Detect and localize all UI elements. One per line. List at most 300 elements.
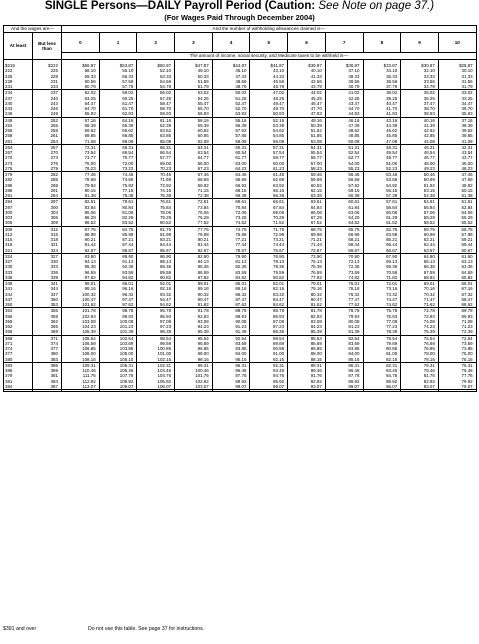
table-value: 70.46 [159, 172, 172, 177]
table-value: 270 [50, 150, 58, 155]
table-value: 79.92 [84, 182, 96, 188]
table-value: 56.02 [159, 90, 172, 96]
table-value: 63.25 [84, 95, 96, 101]
row-group [4, 144, 477, 171]
row-group [4, 226, 477, 253]
table-value: 95.93 [159, 313, 172, 319]
table-value: 37.16 [461, 117, 473, 123]
tax-cell [250, 362, 288, 389]
tax-cell [62, 90, 100, 117]
table-value: 73.21 [273, 237, 285, 242]
table-value: 90.08 [235, 318, 247, 324]
table-value: 276 [5, 165, 13, 171]
table-value: 80.52 [159, 220, 172, 226]
table-value: 85.06 [84, 209, 96, 215]
table-value: 57.00 [310, 160, 322, 166]
table-value: 75.39 [423, 329, 435, 335]
table-value: 68.82 [423, 274, 435, 280]
row-group [4, 60, 477, 90]
table-value: 104.76 [157, 373, 172, 379]
tax-cell [99, 144, 137, 171]
table-value: 102.93 [82, 313, 96, 319]
table-value: 38.39 [461, 122, 473, 128]
but-less-cell [33, 362, 62, 389]
table-value: 51.85 [310, 133, 322, 139]
table-value: 108.00 [82, 351, 96, 357]
table-value: 65.93 [84, 111, 96, 117]
table-value: 252 [50, 117, 58, 123]
footer-wage-limit: $391 and over [3, 626, 37, 632]
table-value: 315 [50, 231, 58, 237]
table-value: 43.77 [461, 155, 473, 161]
table-value: 48.25 [273, 95, 285, 101]
tax-cell [175, 362, 213, 389]
table-value: 77.62 [348, 302, 360, 307]
table-value: 73.84 [197, 204, 209, 210]
table-value: 61.16 [159, 117, 172, 123]
table-value: 377 [5, 351, 13, 357]
table-value: 60.67 [461, 247, 473, 253]
table-value: 99.07 [235, 383, 247, 389]
table-value: 300 [50, 204, 58, 210]
table-value: 237 [5, 95, 13, 101]
table-value: 78.54 [386, 335, 398, 341]
tax-cell [363, 308, 401, 335]
tax-cell [62, 226, 100, 253]
tax-cell [363, 335, 401, 362]
table-value: 60.62 [197, 128, 209, 133]
tax-cell [325, 362, 363, 389]
table-value: 86.29 [84, 215, 96, 220]
table-value: 82.16 [273, 286, 285, 292]
tax-cell [363, 60, 401, 90]
table-value: 294 [5, 199, 13, 205]
table-value: 66.54 [159, 150, 172, 155]
table-value: 42.25 [348, 95, 360, 101]
table-value: 52.16 [273, 117, 285, 123]
table-value: 66.00 [197, 160, 209, 166]
table-value: 44.33 [273, 73, 285, 79]
table-value: 49.54 [386, 150, 398, 155]
table-value: 270 [5, 155, 13, 161]
table-value: 88.00 [310, 351, 322, 357]
table-value: 70.29 [273, 215, 285, 220]
table-value: 89.07 [348, 383, 360, 389]
table-value: 93.46 [273, 368, 285, 373]
table-value: 94.76 [273, 373, 285, 379]
table-value: 87.76 [348, 373, 360, 379]
table-value: 57.98 [461, 231, 473, 237]
table-value: 45.62 [386, 128, 398, 133]
table-value: 55.47 [197, 100, 209, 106]
at-least-cell [4, 199, 33, 226]
tax-cell [137, 60, 175, 90]
table-value: 84.23 [310, 324, 322, 329]
table-value: 66.92 [235, 182, 247, 188]
table-value: 58.10 [84, 68, 96, 74]
tax-cell [438, 253, 476, 280]
table-value: 70.16 [423, 286, 435, 292]
table-value: 81.13 [235, 259, 247, 264]
tax-cell [288, 172, 326, 199]
table-value: 58.29 [423, 215, 435, 220]
table-value: 100.47 [82, 296, 96, 302]
table-value: 62.02 [84, 90, 96, 96]
table-value: 282 [50, 172, 58, 177]
table-value: 65.75 [348, 226, 360, 232]
withholding-table [3, 25, 477, 392]
col-allowance-1: 1 [99, 33, 137, 53]
table-value: 34.47 [461, 100, 473, 106]
table-value: 48.85 [348, 133, 360, 139]
table-value: 318 [50, 237, 58, 242]
table-value: 53.15 [423, 187, 435, 193]
table-value: 64.23 [235, 165, 247, 171]
tax-cell [99, 253, 137, 280]
table-value: 74.62 [386, 302, 398, 307]
table-value: 66.31 [159, 144, 172, 150]
table-value: 339 [5, 281, 13, 286]
table-value: 222 [5, 68, 13, 74]
table-value: 93.07 [310, 383, 322, 389]
table-value: 246 [5, 111, 13, 117]
table-value: 44.70 [348, 106, 360, 111]
table-value: 273 [5, 160, 13, 166]
table-value: 380 [5, 356, 13, 362]
tax-cell [288, 253, 326, 280]
table-value: 40.16 [423, 117, 435, 123]
tax-cell [401, 362, 439, 389]
table-value: 234 [50, 84, 58, 89]
table-value: 43.79 [310, 84, 322, 89]
table-value: 47.69 [461, 177, 473, 183]
table-value: 61.90 [461, 253, 473, 259]
table-value: 276 [50, 160, 58, 166]
table-value: 103.85 [119, 346, 134, 351]
table-value: 279 [50, 165, 58, 171]
tax-cell [250, 308, 288, 335]
table-value: 61.84 [348, 204, 360, 210]
tax-cell [250, 117, 288, 144]
table-value: 294 [50, 193, 58, 198]
table-value: 60.00 [273, 160, 285, 166]
table-value: 87.82 [197, 274, 209, 280]
table-value: 39.56 [348, 78, 360, 84]
table-value: 374 [50, 340, 58, 346]
table-value: 333 [5, 269, 13, 275]
but-less-cell [33, 117, 62, 144]
at-least-cell [4, 226, 33, 253]
table-value: 75.93 [386, 313, 398, 319]
table-value: 68.47 [461, 296, 473, 302]
table-value: 35.02 [423, 90, 435, 96]
table-value: 33.25 [461, 95, 473, 101]
table-value: 110.46 [82, 368, 96, 373]
table-value: 88.13 [159, 259, 172, 264]
table-value: 57.61 [386, 199, 398, 205]
table-value: 31.33 [461, 73, 473, 79]
table-value: 77.82 [310, 274, 322, 280]
table-value: 66.38 [273, 193, 285, 198]
table-value: 83.32 [273, 291, 285, 297]
table-value: 58.84 [386, 204, 398, 210]
table-value: 105.39 [82, 329, 96, 335]
table-value: 330 [5, 264, 13, 270]
table-value: 81.75 [159, 226, 172, 232]
table-value: 80.47 [310, 296, 322, 302]
tax-cell [438, 172, 476, 199]
table-value: 45.31 [423, 144, 435, 150]
tax-cell [212, 60, 250, 90]
table-value: 103.07 [195, 383, 209, 389]
tax-cell [175, 226, 213, 253]
table-bottom-cell [401, 390, 439, 392]
table-value: 89.59 [159, 269, 172, 275]
table-value: 92.15 [273, 356, 285, 362]
but-less-cell [33, 335, 62, 362]
col-allowance-2: 2 [137, 33, 175, 53]
table-value: 42.62 [423, 128, 435, 133]
table-value: 74.08 [423, 318, 435, 324]
table-value: 72.39 [461, 329, 473, 335]
table-value: 86.16 [235, 286, 247, 292]
table-value: 55.70 [197, 106, 209, 111]
table-value: 91.78 [197, 308, 209, 314]
table-value: 51.92 [423, 182, 435, 188]
table-value: 51.79 [197, 84, 209, 89]
table-value: 66.67 [386, 247, 398, 253]
table-value: 85.39 [310, 329, 322, 335]
table-value: 79.92 [461, 378, 473, 384]
table-value: 66.36 [423, 264, 435, 270]
table-value: 79.16 [310, 286, 322, 292]
tax-cell [99, 172, 137, 199]
table-value: 33.33 [423, 73, 435, 79]
table-value: 344 [50, 286, 58, 292]
table-value: 78.39 [386, 329, 398, 335]
table-value: 56.39 [235, 122, 247, 128]
tax-cell [363, 281, 401, 308]
table-value: 73.29 [235, 215, 247, 220]
table-value: 87.21 [122, 237, 134, 242]
table-value: 47.46 [461, 172, 473, 177]
table-value: 57.25 [159, 95, 172, 101]
table-value: 99.93 [122, 313, 134, 319]
tax-cell [401, 60, 439, 90]
table-value: 75.38 [159, 193, 172, 198]
table-value: 67.23 [197, 165, 209, 171]
table-value: 85.36 [197, 264, 209, 270]
table-value: 75.15 [461, 356, 473, 362]
tax-cell [325, 172, 363, 199]
table-value: 84.13 [197, 259, 209, 264]
table-value: $44.87 [232, 63, 247, 68]
table-value: $222 [48, 63, 58, 68]
tax-cell [175, 60, 213, 90]
table-value: 48.79 [235, 84, 247, 89]
tax-cell [62, 308, 100, 335]
table-value: 261 [50, 133, 58, 139]
table-value: 90.32 [197, 291, 209, 297]
table-value: 74.23 [423, 324, 435, 329]
table-value: 58.47 [159, 100, 172, 106]
tax-cell [401, 253, 439, 280]
table-value: 72.93 [423, 313, 435, 319]
table-value: 87.62 [235, 302, 247, 307]
tax-cell [212, 117, 250, 144]
table-value: 95.92 [273, 378, 285, 384]
tax-cell [288, 117, 326, 144]
tax-cell [99, 90, 137, 117]
table-value: 66.98 [348, 231, 360, 237]
table-value: 258 [50, 128, 58, 133]
table-value: 55.29 [461, 215, 473, 220]
table-value: 54.06 [461, 209, 473, 215]
row-group [4, 335, 477, 362]
table-value: 67.59 [423, 269, 435, 275]
table-value: 45.56 [273, 78, 285, 84]
table-value: 89.31 [310, 362, 322, 368]
col-at-least: At least [4, 33, 33, 60]
table-value: 54.61 [423, 199, 435, 205]
table-value: 67.29 [310, 215, 322, 220]
table-value: 97.47 [122, 296, 134, 302]
tax-cell [212, 308, 250, 335]
table-value: 75.06 [197, 209, 209, 215]
table-value: 79.29 [159, 215, 172, 220]
table-value: 91.44 [84, 242, 96, 248]
table-value: 60.38 [348, 193, 360, 198]
table-value: 48.00 [423, 160, 435, 166]
table-value: 76.69 [423, 340, 435, 346]
table-value: 58.16 [197, 117, 209, 123]
table-value: 66.85 [122, 133, 134, 139]
table-value: 104.23 [82, 324, 96, 329]
table-value: 69.00 [159, 160, 172, 166]
table-value: 297 [50, 199, 58, 205]
table-value: 69.62 [84, 128, 96, 133]
table-value: 52.10 [159, 68, 172, 74]
table-value: 76.59 [310, 269, 322, 275]
table-value: 368 [5, 335, 13, 341]
table-value: 380 [50, 351, 58, 357]
table-value: 86.07 [386, 383, 398, 389]
table-value: 71.62 [423, 302, 435, 307]
table-bottom-cell [62, 390, 100, 392]
table-value: 93.85 [235, 346, 247, 351]
table-value: 82.67 [197, 247, 209, 253]
table-value: 267 [5, 150, 13, 155]
table-value: 75.67 [273, 247, 285, 253]
table-value: 70.59 [386, 269, 398, 275]
table-value: 59.93 [159, 111, 172, 117]
table-value: 95.54 [197, 335, 209, 341]
table-bottom-cell [363, 390, 401, 392]
table-value: 79.31 [423, 362, 435, 368]
table-value: 47.39 [348, 122, 360, 128]
table-value: 67.90 [386, 253, 398, 259]
table-value: 69.61 [235, 199, 247, 205]
table-value: 89.90 [122, 253, 134, 259]
table-value: 99.69 [159, 340, 172, 346]
tax-cell [288, 60, 326, 90]
table-value: 46.47 [310, 100, 322, 106]
table-value: 103.46 [157, 368, 172, 373]
table-value: 76.84 [159, 204, 172, 210]
table-value: 86.59 [197, 269, 209, 275]
table-value: 88.78 [235, 308, 247, 314]
table-value: 41.02 [348, 90, 360, 96]
table-value: 84.82 [235, 274, 247, 280]
tax-cell [212, 253, 250, 280]
tax-cell [175, 90, 213, 117]
table-bottom-cell [33, 390, 62, 392]
table-value: 63.06 [348, 209, 360, 215]
table-value: 31.56 [461, 78, 473, 84]
but-less-cell [33, 226, 62, 253]
tax-cell [363, 199, 401, 226]
table-value: 68.69 [197, 177, 209, 183]
table-value: $219 [5, 63, 15, 68]
tax-cell [212, 90, 250, 117]
table-value: 68.08 [122, 138, 134, 144]
table-value: 71.69 [159, 177, 172, 183]
table-value: 59.33 [84, 73, 96, 79]
table-value: 80.84 [122, 204, 134, 210]
table-value: 77.76 [461, 373, 473, 379]
table-value: 371 [50, 335, 58, 341]
table-value: 96.31 [235, 362, 247, 368]
table-value: 76.23 [84, 165, 96, 171]
table-value: 82.92 [423, 378, 435, 384]
table-value: 57.06 [423, 209, 435, 215]
table-value: 43.54 [461, 150, 473, 155]
table-value: 95.78 [159, 308, 172, 314]
tax-cell [401, 281, 439, 308]
table-value: 33.56 [423, 78, 435, 84]
table-value: 74.46 [122, 172, 134, 177]
table-value: 65.39 [122, 122, 134, 128]
table-value: 56.33 [122, 73, 134, 79]
table-value: 53.39 [273, 122, 285, 128]
table-value: 53.46 [386, 172, 398, 177]
footer-note: Do not use this table. See page 37 for instructions. [88, 626, 205, 632]
table-value: 42.85 [423, 133, 435, 139]
table-value: 54.00 [348, 160, 360, 166]
table-value: 353 [5, 308, 13, 314]
table-value: 109.07 [119, 383, 134, 389]
table-value: 75.36 [310, 264, 322, 270]
table-value: 106.07 [157, 383, 172, 389]
but-less-cell [33, 308, 62, 335]
table-value: 62.75 [386, 226, 398, 232]
table-value: 83.08 [310, 318, 322, 324]
table-value: 246 [50, 106, 58, 111]
tax-cell [250, 144, 288, 171]
table-value: 86.52 [84, 220, 96, 226]
tax-cell [288, 308, 326, 335]
table-value: 341 [50, 281, 58, 286]
table-value: 69.54 [122, 150, 134, 155]
table-value: 267 [50, 144, 58, 150]
table-value: 389 [50, 368, 58, 373]
table-value: 38.70 [423, 106, 435, 111]
tax-cell [288, 281, 326, 308]
col-allowance-10: 10 [438, 33, 476, 53]
table-value: 51.31 [348, 144, 360, 150]
table-value: 64.16 [122, 117, 134, 123]
table-value: 231 [5, 84, 13, 89]
